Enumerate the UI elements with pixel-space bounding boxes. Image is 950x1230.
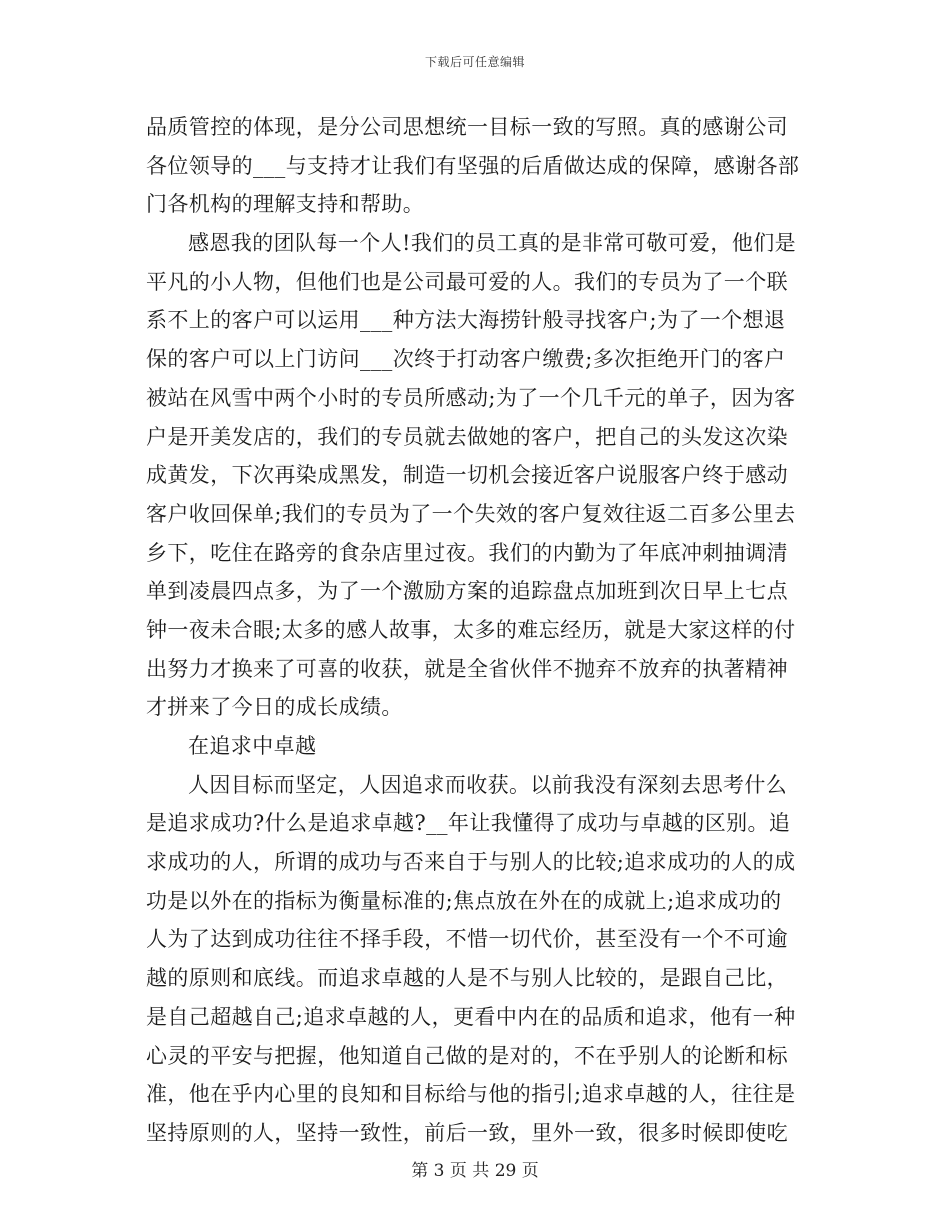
text-line: 越的原则和底线。而追求卓越的人是不与别人比较的，是跟自己比， — [146, 966, 788, 991]
text-line: 心灵的平安与把握，他知道自己做的是对的，不在乎别人的论断和标 — [146, 1043, 788, 1068]
text-line: 求成功的人，所谓的成功与否来自于与别人的比较;追求成功的人的成 — [146, 850, 796, 875]
body-text — [146, 108, 811, 1153]
text-line: 各位领导的___与支持才让我们有坚强的后盾做达成的保障，感谢各部 — [146, 153, 800, 178]
text-line: 准，他在乎内心里的良知和目标给与他的指引;追求卓越的人，往往是 — [146, 1082, 796, 1107]
text-line: 户是开美发店的，我们的专员就去做她的客户，把自己的头发这次染 — [146, 424, 788, 449]
text-line: 系不上的客户可以运用___种方法大海捞针般寻找客户;为了一个想退 — [146, 308, 786, 333]
text-line: 门各机构的理解支持和帮助。 — [146, 192, 425, 217]
text-line: 被站在风雪中两个小时的专员所感动;为了一个几千元的单子，因为客 — [146, 385, 796, 410]
text-line: 乡下，吃住在路旁的食杂店里过夜。我们的内勤为了年底冲刺抽调清 — [146, 540, 788, 565]
text-line: 功是以外在的指标为衡量标准的;焦点放在外在的成就上;追求成功的 — [146, 888, 782, 913]
text-line: 坚持原则的人，坚持一致性，前后一致，里外一致，很多时候即使吃 — [146, 1120, 788, 1145]
text-line: 在追求中卓越 — [188, 734, 317, 758]
text-line: 人为了达到成功往往不择手段，不惜一切代价，甚至没有一个不可逾 — [146, 927, 788, 952]
text-line: 品质管控的体现，是分公司思想统一目标一致的写照。真的感谢公司 — [146, 115, 788, 139]
text-line: 才拼来了今日的成长成绩。 — [146, 695, 403, 720]
text-line: 单到凌晨四点多，为了一个激励方案的追踪盘点加班到次日早上七点 — [146, 579, 788, 604]
text-line: 成黄发，下次再染成黑发，制造一切机会接近客户说服客户终于感动 — [146, 463, 788, 488]
text-line: 保的客户可以上门访问___次终于打动客户缴费;多次拒绝开门的客户 — [146, 347, 786, 372]
text-line: 出努力才换来了可喜的收获，就是全省伙伴不抛弃不放弃的执著精神 — [146, 656, 788, 681]
text-line: 是自己超越自己;追求卓越的人，更看中内在的品质和追求，他有一种 — [146, 1004, 796, 1029]
text-line: 钟一夜未合眼;太多的感人故事，太多的难忘经历，就是大家这样的付 — [146, 617, 796, 642]
page-header: 下载后可任意编辑 — [424, 55, 525, 69]
text-line: 是追求成功?什么是追求卓越?__年让我懂得了成功与卓越的区别。追 — [146, 811, 791, 836]
text-line: 感恩我的团队每一个人!我们的员工真的是非常可敬可爱，他们是 — [188, 231, 797, 256]
text-line: 客户收回保单;我们的专员为了一个失效的客户复效往返二百多公里去 — [146, 501, 796, 526]
text-line: 平凡的小人物，但他们也是公司最可爱的人。我们的专员为了一个联 — [146, 269, 788, 294]
page-footer: 第 3 页 共 29 页 — [411, 1161, 539, 1181]
text-line: 人因目标而坚定，人因追求而收获。以前我没有深刻去思考什么 — [188, 772, 788, 797]
